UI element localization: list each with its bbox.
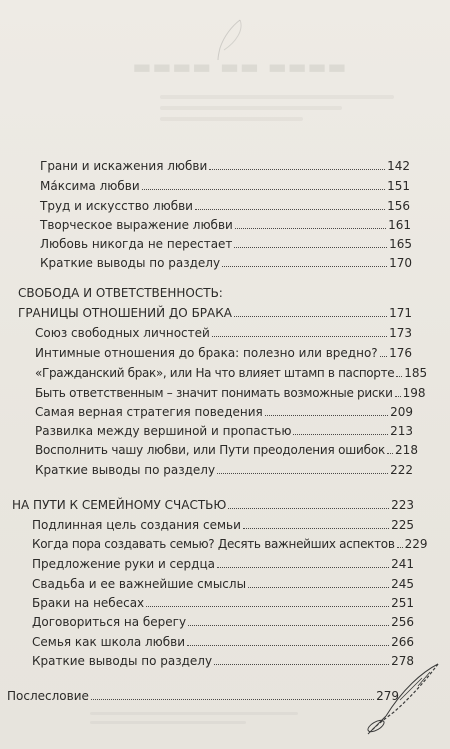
toc-entry-title: Быть ответственным – значит понимать возможные риски (35, 386, 393, 400)
toc-entry-page: 245 (391, 577, 414, 591)
toc-entry-page: 256 (391, 615, 414, 629)
toc-entry-page: 223 (391, 498, 414, 512)
toc-entry-title: Послесловие (7, 689, 89, 703)
leader-dots (234, 247, 387, 248)
leader-dots (212, 336, 387, 337)
toc-entry-title: Восполнить чашу любви, или Пути преодоления ошибок (35, 443, 386, 457)
toc-entry-title: Договориться на берегу (32, 615, 187, 629)
leader-dots (395, 396, 401, 397)
toc-entry-title: «Гражданский брак», или На что влияет штамп в паспорте (35, 366, 395, 380)
toc-entry-title: Свадьба и ее важнейшие смыслы (32, 577, 247, 591)
toc-entry-title: Краткие выводы по разделу (32, 654, 213, 668)
toc-entry[interactable] (32, 512, 414, 532)
leader-dots (188, 625, 389, 626)
toc-entry[interactable] (35, 399, 413, 419)
section-heading: СВОБОДА И ОТВЕТСТВЕННОСТЬ: (18, 286, 223, 300)
toc-entry[interactable] (32, 551, 414, 571)
section-heading-entry[interactable] (12, 492, 414, 512)
toc-entry-page: 279 (376, 689, 399, 703)
section-heading: ГРАНИЦЫ ОТНОШЕНИЙ ДО БРАКА (18, 306, 232, 320)
toc-entry-page: 251 (391, 596, 414, 610)
leader-dots (146, 606, 389, 607)
toc-entry-title: Труд и искусство любви (40, 199, 193, 213)
toc-entry[interactable] (35, 457, 413, 477)
leader-dots (248, 587, 389, 588)
toc-entry-title: Интимные отношения до брака: полезно или вредно? (35, 346, 378, 360)
toc-entry-title: Браки на небесах (32, 596, 145, 610)
leader-dots (234, 316, 387, 317)
toc-entry-page: 156 (387, 199, 410, 213)
toc-entry-page: 213 (390, 424, 413, 438)
toc-entry[interactable] (32, 590, 414, 610)
leader-dots (235, 228, 386, 229)
toc-entry-title: Предложение руки и сердца (32, 557, 215, 571)
leader-dots (187, 645, 389, 646)
leader-dots (91, 699, 374, 700)
toc-entry-page: 266 (391, 635, 414, 649)
leader-dots (380, 356, 387, 357)
toc-entry-page: 173 (389, 326, 412, 340)
toc-entry-title: Краткие выводы по разделу (40, 256, 221, 270)
toc-entry-page: 151 (387, 179, 410, 193)
toc-entry[interactable] (32, 531, 428, 551)
leader-dots (142, 189, 385, 190)
leader-dots (195, 209, 385, 210)
leader-dots (222, 266, 387, 267)
toc-entry-page: 170 (389, 256, 412, 270)
toc-entry-page: 222 (390, 463, 413, 477)
leader-dots (396, 376, 402, 377)
toc-entry-page: 278 (391, 654, 414, 668)
leader-dots (243, 528, 389, 529)
leader-dots (387, 453, 393, 454)
toc-entry[interactable] (35, 340, 412, 360)
toc-entry[interactable] (40, 153, 410, 173)
toc-entry[interactable] (35, 360, 428, 380)
bleed-through-title: ▬▬▬▬ ▬▬ ▬▬▬▬ (132, 58, 348, 82)
toc-entry-title: Самая верная стратегия поведения (35, 405, 263, 419)
toc-entry[interactable] (35, 380, 426, 400)
toc-entry-title: Союз свободных личностей (35, 326, 210, 340)
toc-entry-page: 176 (389, 346, 412, 360)
toc-entry-title: Когда пора создавать семью? Десять важнейших аспектов (32, 537, 395, 551)
leader-dots (228, 508, 389, 509)
toc-entry-page: 165 (389, 237, 412, 251)
toc-entry-title: Творческое выражение любви (40, 218, 233, 232)
toc-entry[interactable] (40, 231, 412, 251)
toc-entry-page: 185 (404, 366, 428, 380)
toc-entry-title: Любовь никогда не перестает (40, 237, 233, 251)
leader-dots (397, 547, 403, 548)
toc-entry-page: 225 (391, 518, 414, 532)
toc-entry-page: 229 (404, 537, 428, 551)
toc-entry-title: Краткие выводы по разделу (35, 463, 216, 477)
toc-entry-title: Семья как школа любви (32, 635, 186, 649)
toc-entry[interactable] (35, 437, 418, 457)
toc-entry[interactable] (35, 418, 413, 438)
toc-entry-page: 209 (390, 405, 413, 419)
toc-entry-page: 171 (389, 306, 412, 320)
leader-dots (214, 664, 389, 665)
toc-entry-page: 161 (388, 218, 411, 232)
leader-dots (217, 567, 389, 568)
toc-entry[interactable] (40, 212, 411, 232)
leader-dots (265, 415, 388, 416)
toc-entry[interactable] (40, 173, 410, 193)
toc-entry-page: 241 (391, 557, 414, 571)
toc-entry-page: 218 (395, 443, 418, 457)
toc-entry-title: Подлинная цель создания семьи (32, 518, 241, 532)
leader-dots (209, 169, 385, 170)
toc-entry-page: 198 (402, 386, 426, 400)
leader-dots (293, 434, 388, 435)
toc-entry-title: Развилка между вершиной и пропастью (35, 424, 292, 438)
toc-entry[interactable] (35, 320, 412, 340)
toc-entry-page: 142 (387, 159, 410, 173)
section-heading-entry[interactable] (18, 300, 412, 320)
toc-entry[interactable] (40, 193, 410, 213)
toc-entry-title: Ма́ксима любви (40, 179, 140, 193)
toc-entry[interactable] (32, 609, 414, 629)
toc-entry[interactable] (40, 250, 412, 270)
toc-entry[interactable] (32, 629, 414, 649)
toc-entry-title: Грани и искажения любви (40, 159, 208, 173)
toc-entry-afterword[interactable] (7, 683, 399, 703)
toc-entry[interactable] (32, 648, 414, 668)
toc-entry[interactable] (32, 571, 414, 591)
leader-dots (217, 473, 388, 474)
section-heading: НА ПУТИ К СЕМЕЙНОМУ СЧАСТЬЮ (12, 498, 227, 512)
